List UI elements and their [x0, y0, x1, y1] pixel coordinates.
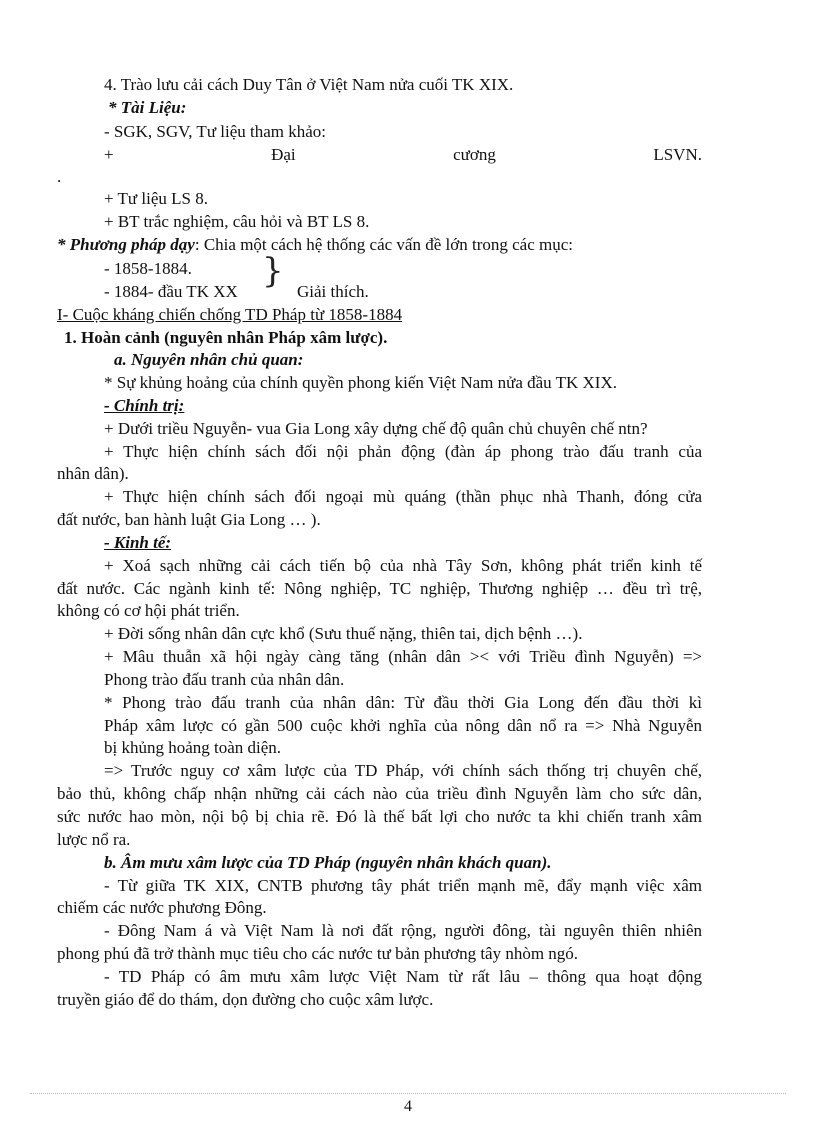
text-fragment: + [104, 145, 114, 164]
text-fragment: Đại [271, 145, 296, 164]
text-line: Phong trào đấu tranh của nhân dân. [104, 670, 345, 689]
text-line: chiếm các nước phương Đông. [57, 898, 267, 917]
footer-divider [30, 1093, 786, 1094]
text-line: + Thực hiện chính sách đối nội phản động (đàn áp phong trào đấu tranh của [104, 442, 702, 461]
text-line: + Mâu thuẫn xã hội ngày càng tăng (nhân dân >< với Triều đình Nguyễn) => [104, 647, 702, 666]
text-fragment: : Chia một cách hệ thống các vấn đề lớn trong các mục: [194, 235, 573, 254]
page-number: 4 [404, 1098, 412, 1115]
text-line: + Dưới triều Nguyễn- vua Gia Long xây dựng chế độ quân chủ chuyên chế ntn? [104, 419, 648, 438]
text-line: => Trước nguy cơ xâm lược của TD Pháp, với chính sách thống trị chuyên chế, [104, 761, 702, 780]
text-line: - 1884- đầu TK XX [104, 282, 238, 301]
text-line: đất nước. Các ngành kinh tế: Nông nghiệp, TC nghiệp, Thương nghiệp … đều trì trệ, [57, 579, 702, 598]
text-line: + Đời sống nhân dân cực khổ (Sưu thuế nặng, thiên tai, dịch bệnh …). [104, 624, 583, 643]
text-fragment: LSVN. [653, 145, 702, 164]
section-label-tai-lieu: * Tài Liệu: [108, 98, 187, 117]
brace-icon: } [262, 251, 284, 291]
text-line: truyền giáo để do thám, dọn đường cho cuộc xâm lược. [57, 990, 434, 1009]
text-line: - TD Pháp có âm mưu xâm lược Việt Nam từ rất lâu – thông qua hoạt động [104, 967, 702, 986]
text-line: * Phong trào đấu tranh của nhân dân: Từ đầu thời Gia Long đến đầu thời kì [104, 693, 702, 712]
text-line: + Thực hiện chính sách đối ngoại mù quáng (thần phục nhà Thanh, đóng cửa [104, 487, 702, 506]
subsection-heading: 1. Hoàn cảnh (nguyên nhân Pháp xâm lược). [64, 328, 388, 347]
text-line: không có cơ hội phát triển. [57, 601, 240, 620]
subsection-heading: b. Âm mưu xâm lược của TD Pháp (nguyên nhân khách quan). [104, 853, 552, 872]
text-line: - 1858-1884. [104, 259, 192, 278]
text-line: phong phú đã trở thành mục tiêu cho các nước tư bản phương tây nhòm ngó. [57, 944, 579, 963]
text-line: + Xoá sạch những cải cách tiến bộ của nhà Tây Sơn, không phát triển kinh tế [104, 556, 702, 575]
text-line-spread [104, 144, 702, 166]
text-line: + BT trắc nghiệm, câu hỏi và BT LS 8. [104, 212, 370, 231]
text-line: Giải thích. [297, 282, 369, 301]
text-line: . [57, 167, 62, 186]
text-line: bảo thủ, không chấp nhận những cải cách nào của triều đình Nguyễn làm cho sức dân, [57, 784, 702, 803]
text-line: bị khủng hoảng toàn diện. [104, 738, 282, 757]
text-line: - SGK, SGV, Tư liệu tham khảo: [104, 122, 327, 141]
text-line: đất nước, ban hành luật Gia Long … ). [57, 510, 321, 529]
subsection-label: - Kinh tế: [104, 533, 172, 552]
subsection-label: - Chính trị: [104, 396, 185, 415]
text-line: sức nước hao mòn, nội bộ bị chia rẽ. Đó là thế bất lợi cho nước ta khi chiến tranh xâm [57, 807, 702, 826]
text-line: + Tư liệu LS 8. [104, 189, 208, 208]
text-line: nhân dân). [57, 464, 129, 483]
text-line: - Đông Nam á và Việt Nam là nơi đất rộng, người đông, tài nguyên thiên nhiên [104, 921, 702, 940]
text-fragment: cương [453, 145, 496, 164]
text-line: - Từ giữa TK XIX, CNTB phương tây phát triển mạnh mẽ, đẩy mạnh việc xâm [104, 876, 702, 895]
text-line: lược nổ ra. [57, 830, 131, 849]
section-heading: I- Cuộc kháng chiến chống TD Pháp từ 1858-1884 [57, 305, 403, 324]
section-label-phuong-phap: * Phương pháp dạy [57, 235, 195, 254]
text-line [57, 234, 573, 256]
subsection-heading: a. Nguyên nhân chủ quan: [114, 350, 304, 369]
text-line: 4. Trào lưu cải cách Duy Tân ở Việt Nam nửa cuối TK XIX. [104, 75, 514, 94]
text-line: * Sự khủng hoảng của chính quyền phong kiến Việt Nam nửa đầu TK XIX. [104, 373, 617, 392]
text-line: Pháp xâm lược có gần 500 cuộc khởi nghĩa của nông dân nổ ra => Nhà Nguyễn [104, 716, 702, 735]
